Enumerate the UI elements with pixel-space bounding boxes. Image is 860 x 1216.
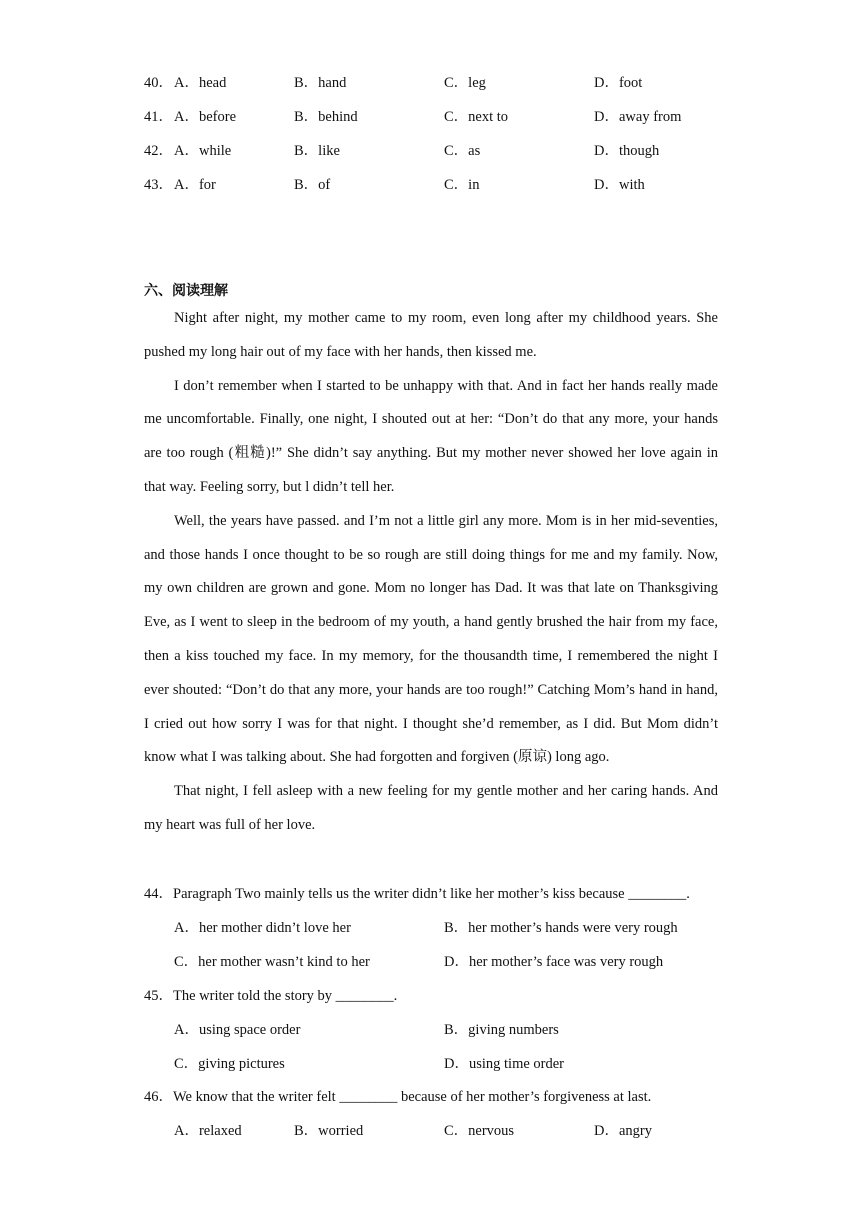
reading-passage [144,302,718,843]
question-45-option-c: C．giving pictures [174,1056,285,1072]
option-c: C．leg [444,75,486,91]
question-45-option-a: A．using space order [174,1022,301,1038]
option-c: C．in [444,177,480,193]
option-c: C．next to [444,109,509,125]
option-a: A．for [174,177,216,193]
question-46-option-a: A．relaxed [174,1123,242,1139]
question-number: 42． [144,143,173,159]
option-b: B．behind [294,109,358,125]
question-44-stem: 44．Paragraph Two mainly tells us the writer didn’t like her mother’s kiss because ________. [144,886,690,902]
question-45-option-b: B．giving numbers [444,1022,559,1038]
question-number: 43． [144,177,173,193]
passage-paragraph-3: Well, the years have passed. and I’m not a little girl any more. Mom is in her mid-seventies, and those hands I once thought to be so rough are still doing things for me and my family. Now, my own children are grown and gone. Mom no longer has Dad. It was that late on Thanksgiving Eve, as I went to sleep in the bedroom of my youth, a hand gently brushed the hair from my face, then a kiss touched my face. In my memory, for the thousandth time, I remembered the night I ever shouted: “Don’t do that any more, your hands are too rough!” Catching Mom’s hand in hand, I cried out how sorry I was for that night. I thought she’d remember, as I did. But Mom didn’t know what I was talking about. She had forgotten and forgiven (原谅) long ago. [144,512,718,766]
question-44-option-c: C．her mother wasn’t kind to her [174,954,370,970]
question-46-option-d: D．angry [594,1123,652,1139]
question-45-stem: 45．The writer told the story by ________. [144,988,398,1004]
question-44-option-b: B．her mother’s hands were very rough [444,920,678,936]
option-a: A．head [174,75,227,91]
question-46-option-c: C．nervous [444,1123,515,1139]
option-b: B．of [294,177,331,193]
option-a: A．while [174,143,232,159]
passage-paragraph-1: Night after night, my mother came to my room, even long after my childhood years. She pushed my long hair out of my face with her hands, then kissed me. [144,310,718,360]
question-46-option-b: B．worried [294,1123,364,1139]
option-b: B．hand [294,75,347,91]
question-number: 40． [144,75,173,91]
question-46-stem: 46．We know that the writer felt ________ because of her mother’s forgiveness at last. [144,1089,652,1105]
option-d: D．with [594,177,645,193]
question-45-option-d: D．using time order [444,1056,565,1072]
option-c: C．as [444,143,481,159]
option-b: B．like [294,143,340,159]
question-44-option-a: A．her mother didn’t love her [174,920,351,936]
option-d: D．though [594,143,660,159]
option-a: A．before [174,109,237,125]
section-title: 六、阅读理解 [144,283,228,299]
question-number: 41． [144,109,173,125]
question-44-option-d: D．her mother’s face was very rough [444,954,664,970]
passage-paragraph-4: That night, I fell asleep with a new feeling for my gentle mother and her caring hands. And my heart was full of her love. [144,783,718,833]
option-d: D．away from [594,109,682,125]
passage-paragraph-2: I don’t remember when I started to be unhappy with that. And in fact her hands really made me uncomfortable. Finally, one night, I shouted out at her: “Don’t do that any more, your hands are too rough (粗糙)!” She didn’t say anything. But my mother never showed her love again in that way. Feeling sorry, but l didn’t tell her. [144,377,718,495]
option-d: D．foot [594,75,643,91]
